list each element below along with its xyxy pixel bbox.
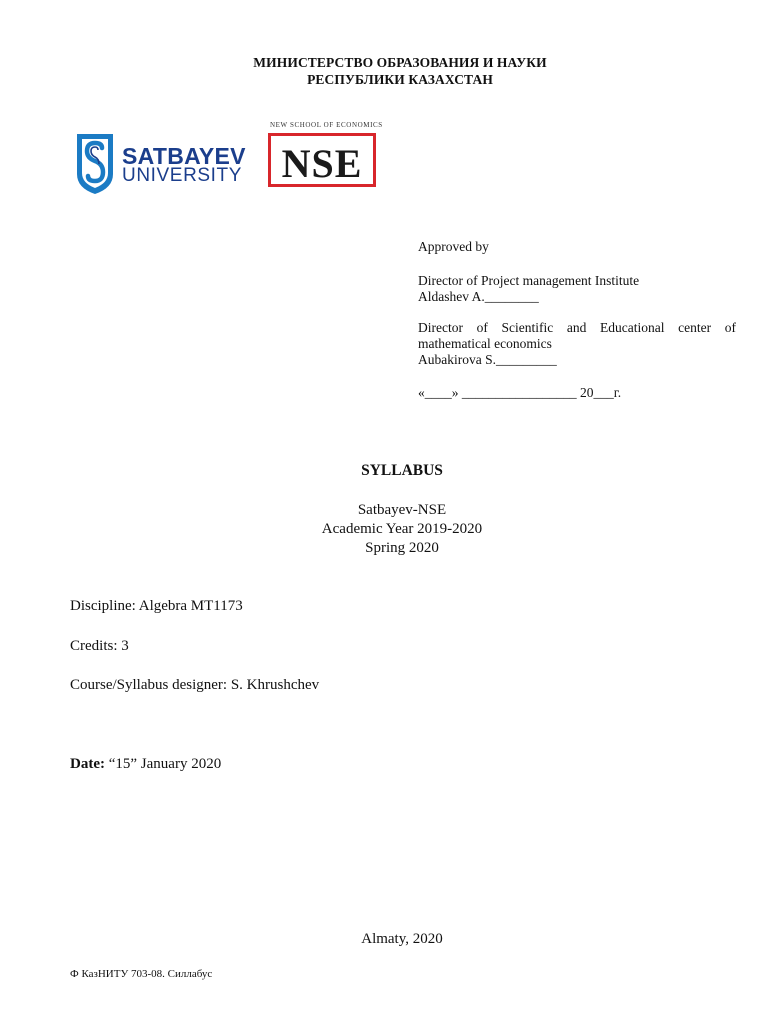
nse-logo <box>268 121 383 193</box>
program-name: Satbayev-NSE <box>357 502 447 518</box>
place-and-year: Almaty, 2020 <box>361 931 443 947</box>
director-2-title-line-2: mathematical economics <box>418 336 552 351</box>
date-label: Date: <box>70 756 105 772</box>
approved-by-label: Approved by <box>418 239 489 254</box>
approval-date-line: «____» _________________ 20___г. <box>418 385 622 400</box>
credits-field: Credits: 3 <box>70 638 129 654</box>
satbayev-logo-line-1: SATBAYEV <box>122 143 246 169</box>
ministry-header <box>0 54 770 88</box>
date-value: “15” January 2020 <box>104 756 222 772</box>
date-field <box>70 755 221 774</box>
director-1-title: Director of Project management Institute <box>418 273 640 288</box>
nse-logo-frame <box>268 133 376 187</box>
satbayev-university-logo <box>74 130 249 198</box>
satbayev-emblem-icon <box>74 130 116 196</box>
designer-field: Course/Syllabus designer: S. Khrushchev <box>70 677 320 693</box>
director-1-block <box>418 273 736 305</box>
director-1-name: Aldashev A.________ <box>418 289 539 304</box>
syllabus-title: SYLLABUS <box>361 462 443 479</box>
ministry-line-2: РЕСПУБЛИКИ КАЗАХСТАН <box>307 72 493 87</box>
ministry-line-1: МИНИСТЕРСТВО ОБРАЗОВАНИЯ И НАУКИ <box>253 55 547 70</box>
nse-logo-caption: NEW SCHOOL OF ECONOMICS <box>270 121 383 129</box>
form-footer: Ф КазНИТУ 703-08. Силлабус <box>70 968 213 980</box>
director-2-name: Aubakirova S._________ <box>418 352 557 367</box>
academic-year: Academic Year 2019-2020 <box>321 521 483 537</box>
director-2-block <box>418 320 736 368</box>
discipline-field: Discipline: Algebra MT1173 <box>70 598 243 614</box>
nse-logo-letters: NSE <box>281 141 363 186</box>
program-block <box>0 501 770 558</box>
director-2-title-line-1: Director of Scientific and Educational center of <box>418 320 736 335</box>
semester: Spring 2020 <box>365 540 439 556</box>
satbayev-logo-line-2: UNIVERSITY <box>122 165 243 186</box>
